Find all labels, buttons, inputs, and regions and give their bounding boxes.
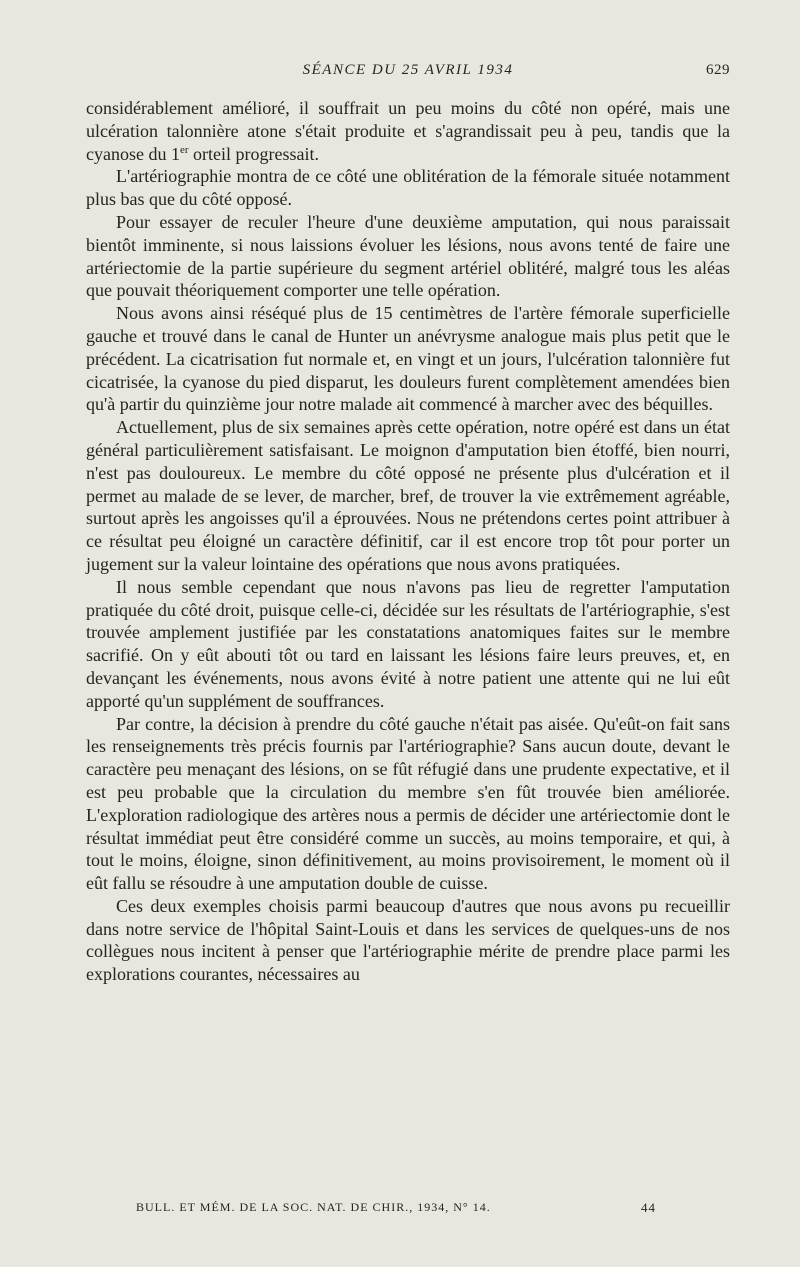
paragraph: Actuellement, plus de six semaines après cette opération, notre opéré est dans un état général particulièrement satisfaisant. Le moignon d'amputation bien étoffé, bien nourri, n'est pas douloureux. Le membre du côté opposé ne présente plus d'ulcération et il permet au malade de se lever, de marcher, bref, de trouver la vie extrêmement agréable, surtout après les angoisses qu'il a éprouvées. Nous ne prétendons certes point attribuer à ce résultat peu éloigné un caractère définitif, car il est encore trop tôt pour porter un jugement sur la valeur lointaine des opérations que nous avons pratiquées.	[86, 417, 730, 574]
paragraph: L'artériographie montra de ce côté une oblitération de la fémorale située notamment plus bas que du côté opposé.	[86, 166, 730, 210]
paragraph: considérablement amélioré, il souffrait un peu moins du côté non opéré, mais une ulcération talonnière atone s'était produite et s'agrandissait peu à peu, tandis que la cyanose du 1er orteil progressait.	[86, 98, 730, 164]
paragraph: Il nous semble cependant que nous n'avons pas lieu de regretter l'amputation pratiquée du côté droit, puisque celle-ci, décidée sur les résultats de l'artériographie, s'est trouvée amplement justifiée par les constatations anatomiques faites sur le membre sacrifié. On y eût abouti tôt ou tard en laissant les lésions faire leurs preuves, et, en devançant les événements, nous avons évité à notre patient une attente qui ne lui eût apporté qu'un supplément de souffrances.	[86, 576, 730, 711]
header-title: SÉANCE DU 25 AVRIL 1934	[302, 62, 514, 78]
paragraph: Par contre, la décision à prendre du côté gauche n'était pas aisée. Qu'eût-on fait sans les renseignements très précis fournis par l'artériographie? Sans aucun doute, devant le caractère peu menaçant des lésions, on se fût réfugié dans une prudente expectative, et il est peu probable que la circulation du membre s'en fût trouvée bien améliorée. L'exploration radiologique des artères nous a permis de décider une artériectomie dont le résultat immédiat peut être considéré comme un succès, au moins temporaire, et qui, à tout le moins, éloigne, sinon définitivement, au moins provisoirement, le moment où il eût fallu se résoudre à une amputation double de cuisse.	[86, 713, 730, 894]
paragraph: Nous avons ainsi réséqué plus de 15 centimètres de l'artère fémorale superficielle gauche et trouvé dans le canal de Hunter un anévrysme analogue mais plus petit que le précédent. La cicatrisation fut normale et, en vingt et un jours, l'ulcération talonnière fut cicatrisée, la cyanose du pied disparut, les douleurs furent complètement amendées bien qu'à partir du quinzième jour notre malade ait commencé à marcher avec des béquilles.	[86, 303, 730, 415]
journal-reference: BULL. ET MÉM. DE LA SOC. NAT. DE CHIR., 1934, N° 14.	[136, 1200, 491, 1214]
running-header	[86, 62, 730, 84]
signature-mark: 44	[641, 1200, 656, 1215]
body-text	[86, 97, 730, 1192]
paragraph: Pour essayer de reculer l'heure d'une deuxième amputation, qui nous paraissait bientôt imminente, si nous laissions évoluer les lésions, nous avons tenté de faire une artériectomie de la partie supérieure du segment artériel oblitéré, malgré tous les aléas que pouvait théoriquement comporter une telle opération.	[86, 211, 730, 301]
page-footer	[136, 1200, 656, 1218]
page-number: 629	[706, 62, 730, 78]
paragraph: Ces deux exemples choisis parmi beaucoup d'autres que nous avons pu recueillir dans notre service de l'hôpital Saint-Louis et dans les services de quelques-uns de nos collègues nous incitent à penser que l'artériographie mérite de prendre place parmi les explorations courantes, nécessaires au	[86, 895, 730, 985]
